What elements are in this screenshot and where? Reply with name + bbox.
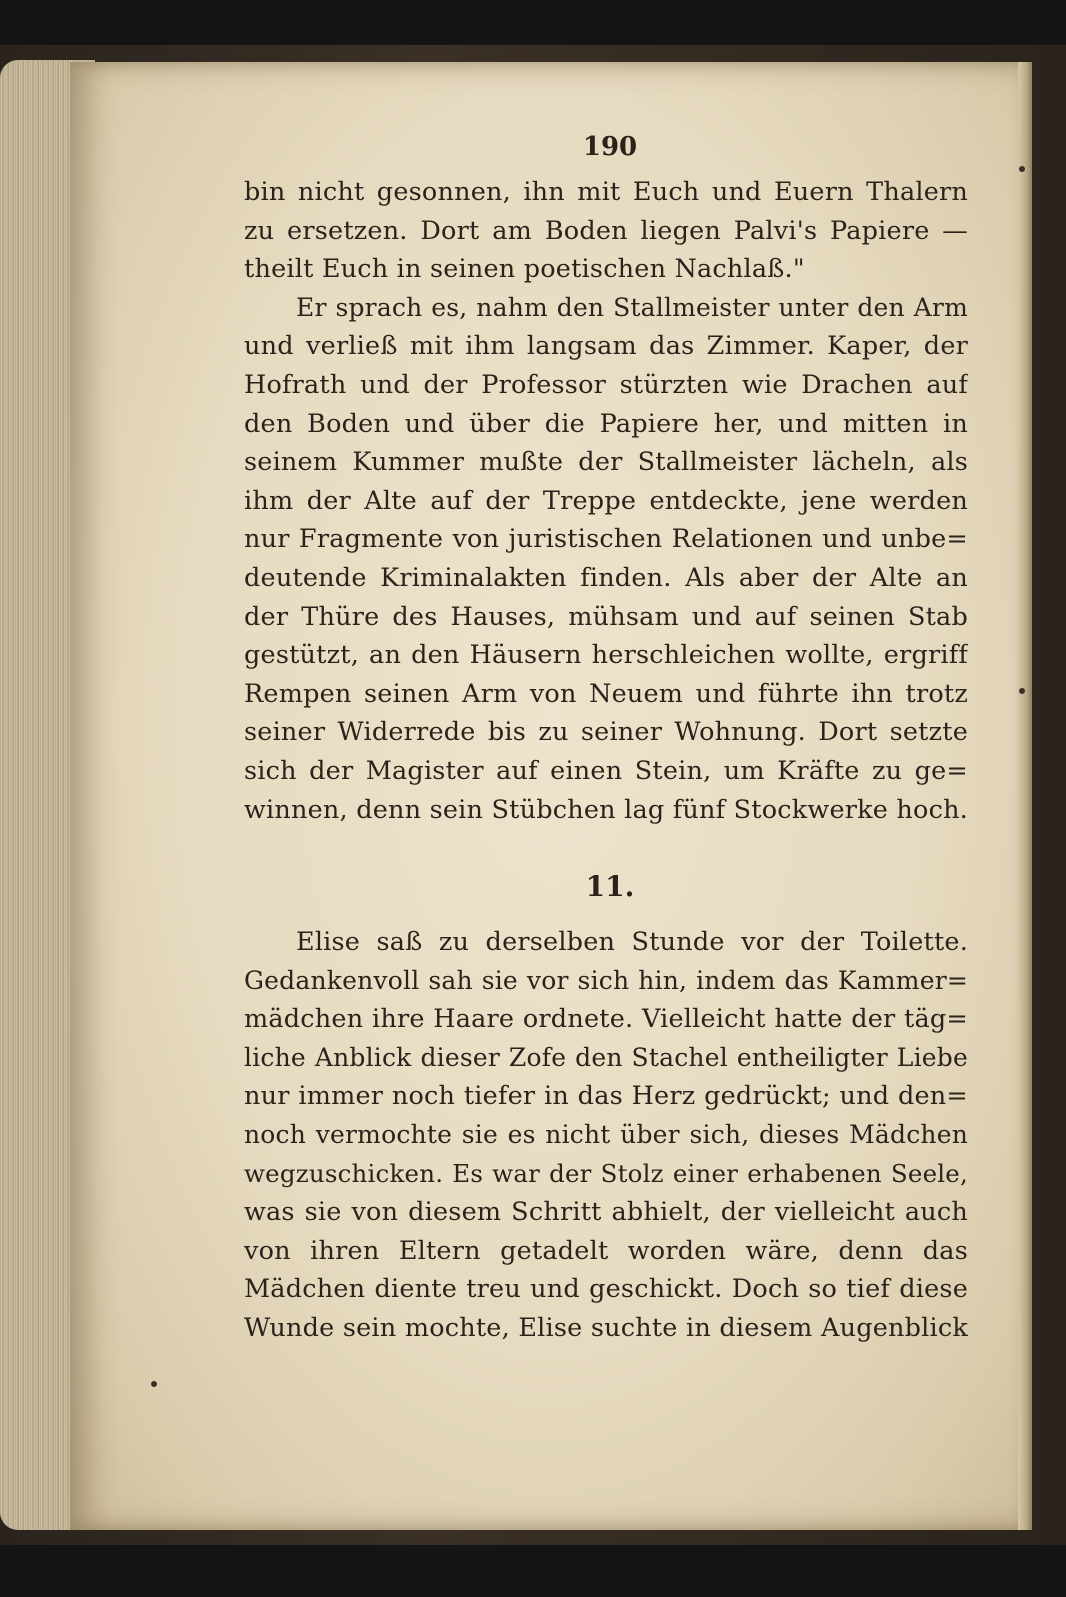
text-line: nur Fragmente von juristischen Relationen und unbe=: [244, 524, 968, 555]
text-line: Hofrath und der Professor stürzten wie Drachen auf: [244, 370, 968, 400]
text-line: ihm der Alte auf der Treppe entdeckte, jene werden: [244, 485, 968, 516]
text-line: Rempen seinen Arm von Neuem und führte ihn trotz: [244, 678, 968, 709]
text-line: den Boden und über die Papiere her, und mitten in: [244, 408, 968, 439]
ink-spot: [151, 1381, 157, 1387]
text-line: und verließ mit ihm langsam das Zimmer. Kaper, der: [244, 331, 968, 362]
text-line: deutende Kriminalakten finden. Als aber der Alte an: [244, 563, 968, 593]
text-line: nur immer noch tiefer in das Herz gedrückt; und den=: [244, 1081, 968, 1112]
text-line: sich der Magister auf einen Stein, um Kräfte zu ge=: [244, 756, 968, 786]
text-line: noch vermochte sie es nicht über sich, dieses Mädchen: [244, 1120, 968, 1149]
text-line: der Thüre des Hauses, mühsam und auf seinen Stab: [244, 601, 968, 632]
text-line: winnen, denn sein Stübchen lag fünf Stockwerke hoch.: [244, 794, 968, 825]
text-line: Wunde sein mochte, Elise suchte in diesem Augenblick: [244, 1313, 968, 1343]
page-number: 190: [582, 132, 638, 162]
text-line: mädchen ihre Haare ordnete. Vielleicht hatte der täg=: [244, 1004, 968, 1035]
text-line: Gedankenvoll sah sie vor sich hin, indem das Kammer=: [244, 965, 968, 995]
page-right-edge: [1018, 62, 1032, 1530]
text-line: gestützt, an den Häusern herschleichen wollte, ergriff: [244, 640, 968, 671]
text-line: bin nicht gesonnen, ihn mit Euch und Euern Thalern: [244, 177, 968, 207]
text-line: wegzuschicken. Es war der Stolz einer erhabenen Seele,: [244, 1158, 968, 1188]
text-line: Mädchen diente treu und geschickt. Doch so tief diese: [244, 1274, 968, 1305]
ink-spot: [1019, 166, 1025, 172]
text-line: seinem Kummer mußte der Stallmeister lächeln, als: [244, 447, 968, 478]
text-line: seiner Widerrede bis zu seiner Wohnung. Dort setzte: [244, 717, 968, 748]
text-line: liche Anblick dieser Zofe den Stachel entheiligter Liebe: [244, 1042, 968, 1072]
text-line: zu ersetzen. Dort am Boden liegen Palvi's Papiere —: [244, 215, 968, 246]
text-line: theilt Euch in seinen poetischen Nachlaß.": [244, 254, 805, 285]
ink-spot: [1019, 688, 1025, 694]
chapter-heading: 11.: [585, 870, 635, 903]
text-line: von ihren Eltern getadelt worden wäre, denn das: [244, 1235, 968, 1266]
text-line: Elise saß zu derselben Stunde vor der Toilette.: [296, 927, 968, 957]
text-line: Er sprach es, nahm den Stallmeister unter den Arm: [296, 292, 968, 322]
text-line: was sie von diesem Schritt abhielt, der vielleicht auch: [244, 1197, 968, 1228]
